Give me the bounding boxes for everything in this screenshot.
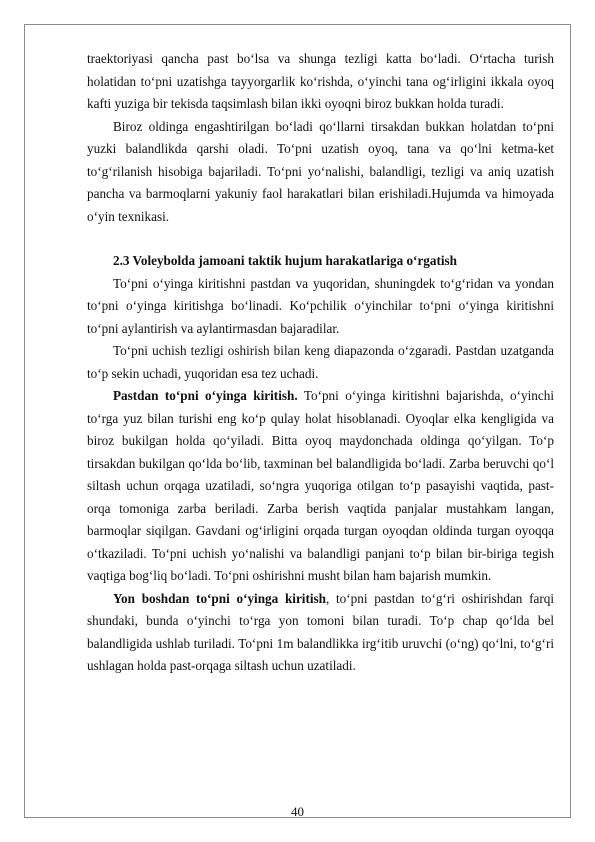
paragraph-3: To‘pni o‘yinga kiritishni pastdan va yuqoridan, shuningdek to‘g‘ridan va yondan to‘pni o‘yinga kiritishga bo‘linadi. Ko‘pchilik o‘yinchilar to‘pni o‘yinga kiritishni to‘pni aylantirish va aylantirmasdan bajaradilar. xyxy=(87,275,554,336)
paragraph-6 xyxy=(87,588,554,678)
paragraph-1: traektoriyasi qancha past bo‘lsa va shunga tezligi katta bo‘ladi. O‘rtacha turish holatidan to‘pni uzatishga tayyorgarlik ko‘rishda, o‘yinchi tana og‘irligini ikkala oyoq kafti yuziga bir tekisda taqsimlash bilan ikki oyoqni biroz bukkan holda turadi. xyxy=(87,51,554,111)
paragraph-5-lead: Pastdan to‘pni o‘yinga kiritish. xyxy=(113,388,298,403)
section-heading: 2.3 Voleybolda jamoani taktik hujum harakatlariga o‘rgatish xyxy=(113,253,458,268)
paragraph-5 xyxy=(87,385,554,588)
paragraph-6-lead: Yon boshdan to‘pni o‘yinga kiritish xyxy=(113,590,326,606)
paragraph-2: Biroz oldinga engashtirilgan bo‘ladi qo‘llarni tirsakdan bukkan holatdan to‘pni yuzki balandlikda qarshi oladi. To‘pni uzatish oyoq, tana va qo‘lni ketma-ket to‘g‘rilanish hisobiga bajariladi. To‘pni yo‘nalishi, balandligi, tezligi va aniq uzatish pancha va barmoqlarni yakuniy faol harakatlari bilan erishiladi.Hujumda va himoyada o‘yin texnikasi. xyxy=(87,118,554,224)
paragraph-6-text: , to‘pni pastdan to‘g‘ri oshirishdan farqi shundaki, bunda o‘yinchi to‘rga yon tomoni bilan turadi. To‘p chap qo‘lda bel balandligida ushlab turiladi. To‘pni 1m balandlikka irg‘itib uruvchi (o‘ng) qo‘lni, to‘g‘ri ushlagan holda past-orqaga siltash uchun uzatiladi. xyxy=(87,590,554,673)
document-body xyxy=(87,48,554,678)
paragraph-5-text: To‘pni o‘yinga kiritishni bajarishda, o‘yinchi to‘rga yuz bilan turishi eng ko‘p qulay holat hisoblanadi. Oyoqlar elka kengligida va biroz bukilgan holda qo‘yiladi. Bitta oyoq maydonchada oldinga qo‘yilgan. To‘p tirsakdan bukilgan qo‘lda bo‘lib, taxminan bel balandligida bo‘ladi. Zarba beruvchi qo‘l siltash uchun orqaga uzatiladi, so‘ngra yuqoriga otilgan to‘p pasayishi vaqtida, past-orqa tomoniga zarba beriladi. Zarba berish vaqtida panjalar mustahkam langan, barmoqlar siqilgan. Gavdani og‘irligini orqada turgan oyoqdan oldinda turgan oyoqqa o‘tkaziladi. To‘pni uchish yo‘nalishi va balandligi panjani to‘p bilan bir-biriga tegish vaqtiga bog‘liq bo‘ladi. To‘pni oshirishni musht bilan ham bajarish mumkin. xyxy=(87,388,554,583)
paragraph-4: To‘pni uchish tezligi oshirish bilan keng diapazonda o‘zgaradi. Pastdan uzatganda to‘p sekin uchadi, yuqoridan esa tez uchadi. xyxy=(87,343,554,381)
page-number: 40 xyxy=(291,804,304,819)
